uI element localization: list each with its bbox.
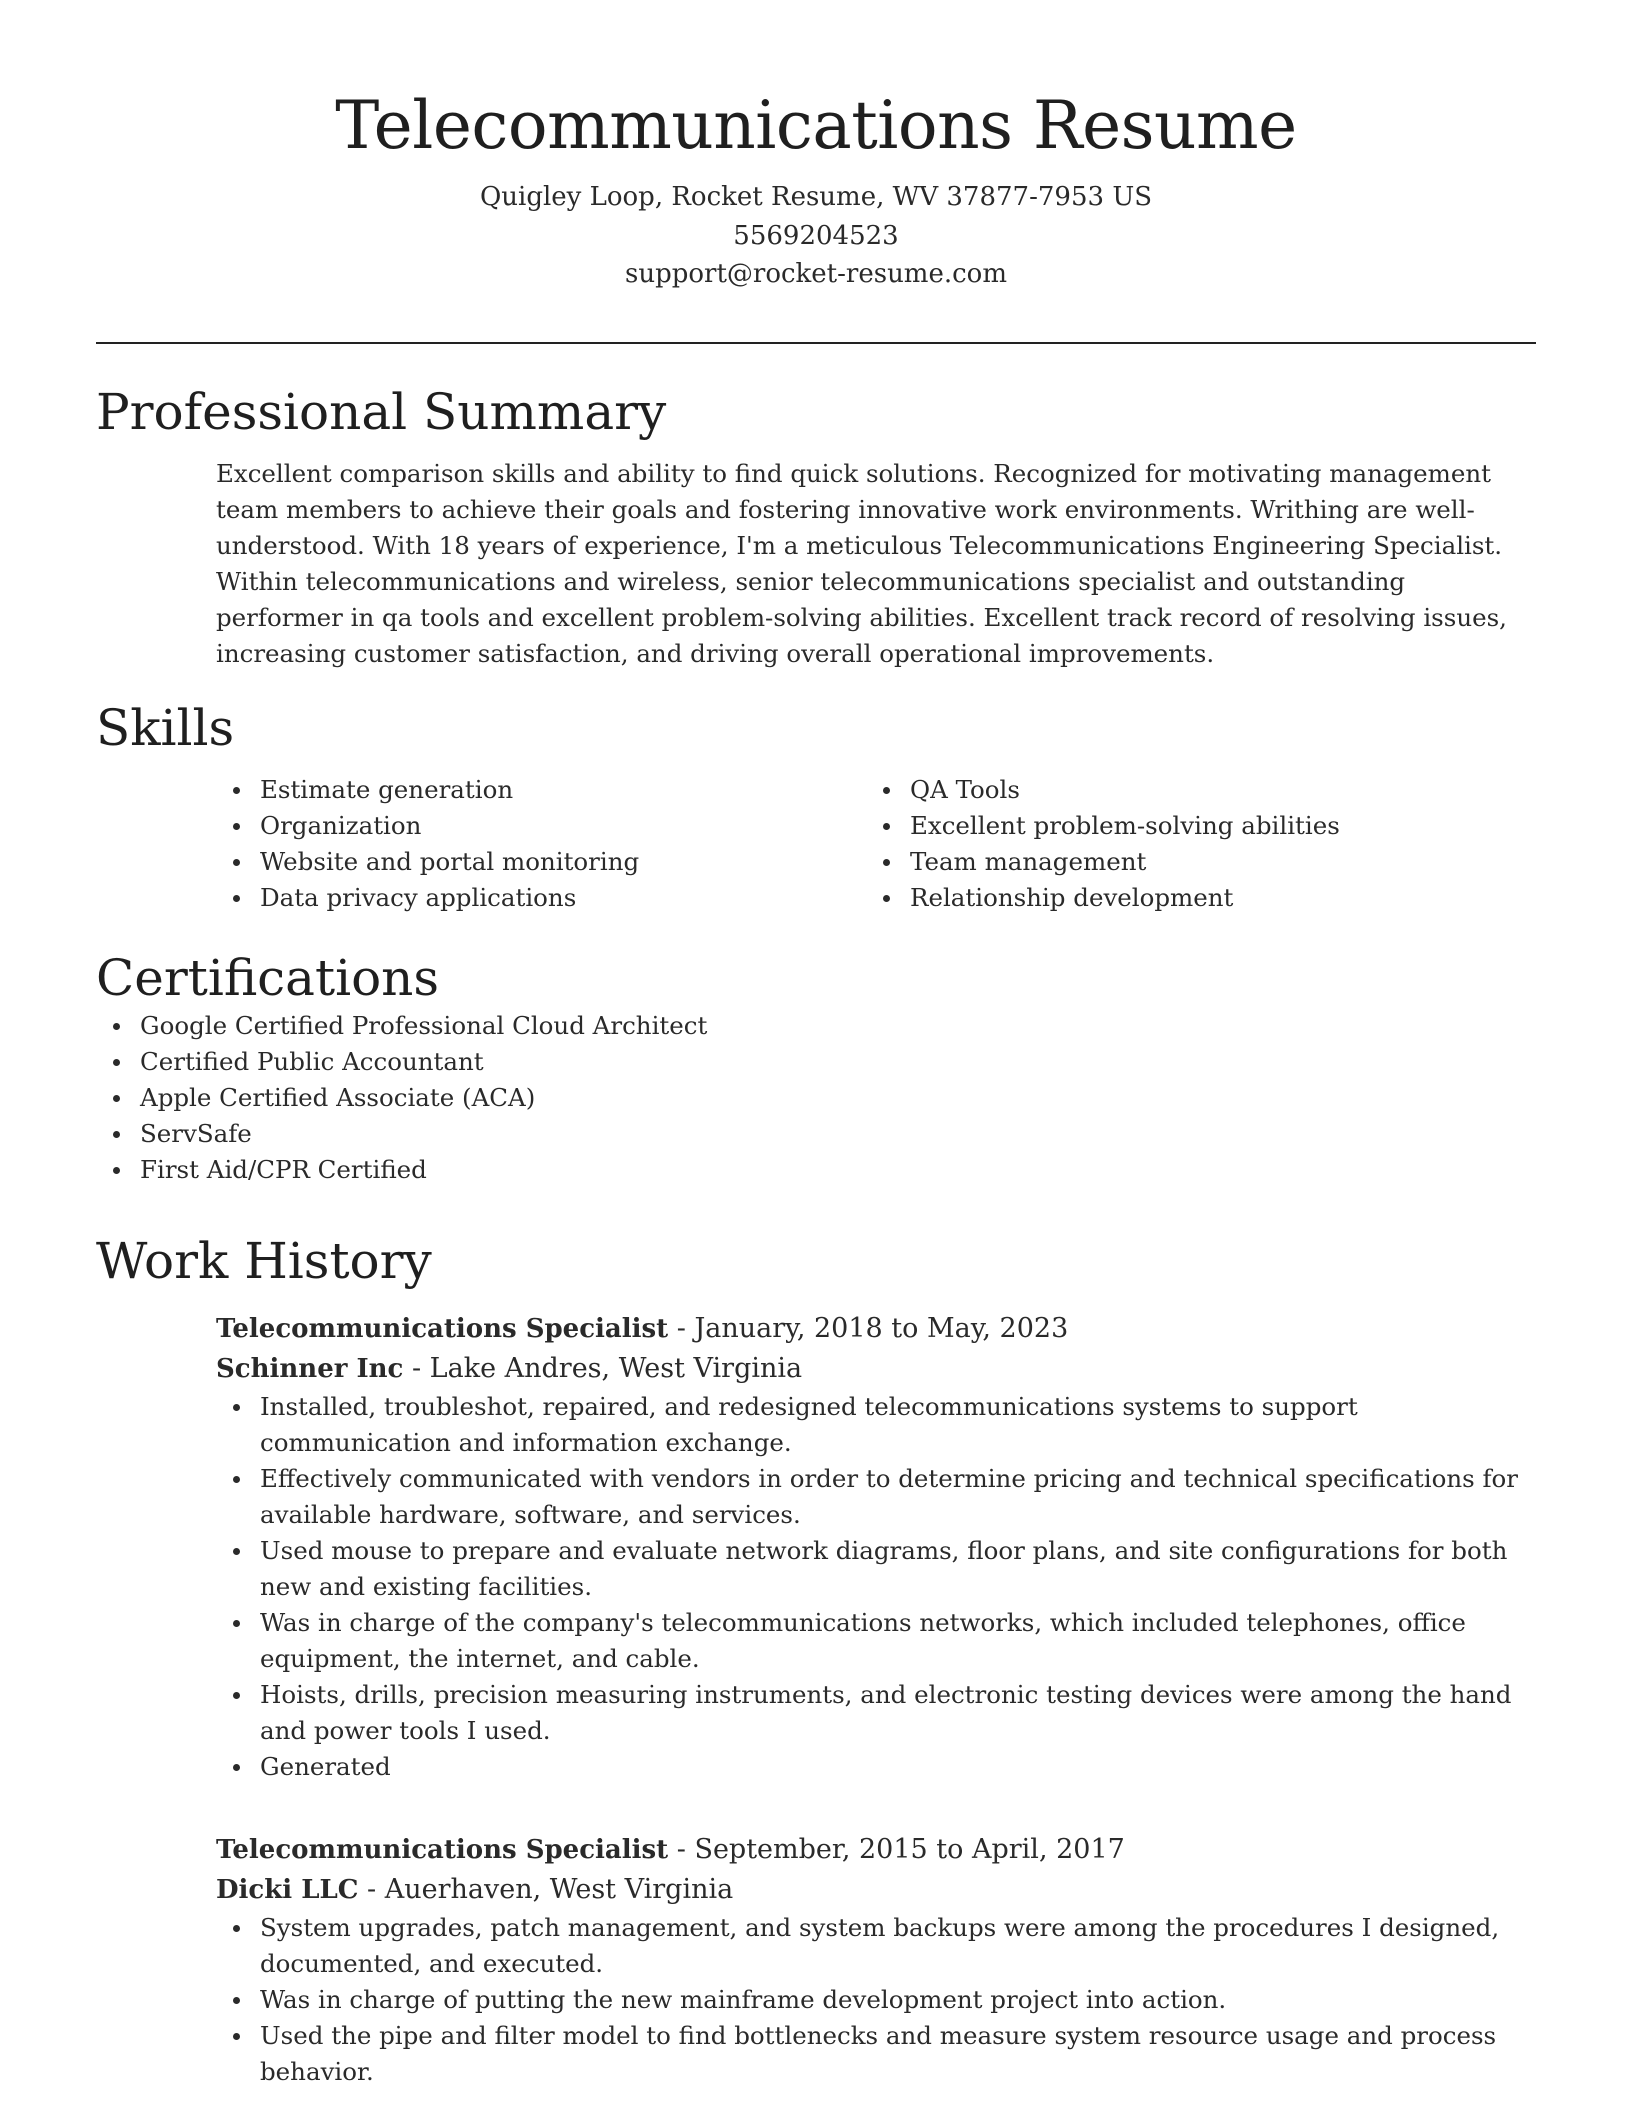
job-title-line [216, 1309, 1536, 1349]
job-company-line [216, 1870, 1536, 1910]
certification-item: Apple Certified Associate (ACA) [96, 1080, 1536, 1116]
resume-title: Telecommunications Resume [335, 87, 1297, 164]
job-location: - Lake Andres, West Virginia [403, 1353, 803, 1384]
skill-item: Team management [866, 844, 1516, 880]
job-duties-list [216, 1910, 1536, 2090]
contact-phone: 5569204523 [733, 220, 899, 251]
skill-item: QA Tools [866, 772, 1516, 808]
job-duties-list [216, 1389, 1536, 1785]
job-role: Telecommunications Specialist [216, 1835, 669, 1865]
certification-item: Certified Public Accountant [96, 1044, 1536, 1080]
summary-heading: Professional Summary [96, 383, 667, 441]
skill-item: Estimate generation [216, 772, 866, 808]
certification-item: First Aid/CPR Certified [96, 1152, 1536, 1188]
job-entry [96, 1830, 1536, 2090]
job-duty-item: Used the pipe and filter model to find bottlenecks and measure system resource usage and process behavior. [216, 2018, 1536, 2090]
job-dates: - September, 2015 to April, 2017 [668, 1834, 1125, 1865]
resume-header [0, 0, 1632, 294]
skills-list-right [866, 772, 1516, 916]
skill-item: Excellent problem-solving abilities [866, 808, 1516, 844]
work-history-heading: Work History [96, 1232, 432, 1290]
work-history-section [96, 1231, 1536, 1291]
job-1 [216, 1309, 1536, 1785]
job-company: Dicki LLC [216, 1875, 359, 1905]
skills-section [96, 698, 1536, 916]
job-2 [216, 1830, 1536, 2090]
skill-item: Relationship development [866, 880, 1516, 916]
certification-item: Google Certified Professional Cloud Architect [96, 1008, 1536, 1044]
header-divider [96, 342, 1536, 344]
summary-section [96, 382, 1536, 672]
skills-columns [216, 772, 1536, 916]
summary-text: Excellent comparison skills and ability to find quick solutions. Recognized for motivating management team members to achieve their goals and fostering innovative work environments. Writhing are well-understood. With 18 years of experience, I'm a meticulous Telecommunications Engineering Specialist. Within telecommunications and wireless, senior telecommunications specialist and outstanding performer in qa tools and excellent problem-solving abilities. Excellent track record of resolving issues, increasing customer satisfaction, and driving overall operational improvements. [216, 459, 1507, 668]
job-entry [96, 1309, 1536, 1785]
job-duty-item: Installed, troubleshot, repaired, and redesigned telecommunications systems to support communication and information exchange. [216, 1389, 1536, 1461]
certifications-list [96, 1008, 1536, 1188]
skill-item: Organization [216, 808, 866, 844]
job-duty-item: Used mouse to prepare and evaluate network diagrams, floor plans, and site configurations for both new and existing facilities. [216, 1533, 1536, 1605]
job-company-line [216, 1349, 1536, 1389]
job-duty-item: System upgrades, patch management, and system backups were among the procedures I designed, documented, and executed. [216, 1910, 1536, 1982]
job-location: - Auerhaven, West Virginia [358, 1874, 734, 1905]
certifications-section [96, 948, 1536, 1188]
contact-email: support@rocket-resume.com [624, 259, 1007, 289]
skills-list-left [216, 772, 866, 916]
skill-item: Website and portal monitoring [216, 844, 866, 880]
job-duty-item: Hoists, drills, precision measuring instruments, and electronic testing devices were among the hand and power tools I used. [216, 1677, 1536, 1749]
job-duty-item: Was in charge of putting the new mainframe development project into action. [216, 1982, 1536, 2018]
certification-item: ServSafe [96, 1116, 1536, 1152]
certifications-heading: Certifications [96, 949, 440, 1007]
job-role: Telecommunications Specialist [216, 1314, 669, 1344]
contact-address: Quigley Loop, Rocket Resume, WV 37877-7953 US [479, 182, 1153, 212]
job-company: Schinner Inc [216, 1354, 404, 1384]
job-duty-item: Was in charge of the company's telecommunications networks, which included telephones, office equipment, the internet, and cable. [216, 1605, 1536, 1677]
job-dates: - January, 2018 to May, 2023 [668, 1313, 1069, 1344]
job-title-line [216, 1830, 1536, 1870]
job-duty-item: Effectively communicated with vendors in order to determine pricing and technical specifications for available hardware, software, and services. [216, 1461, 1536, 1533]
skill-item: Data privacy applications [216, 880, 866, 916]
skills-heading: Skills [96, 699, 235, 757]
job-duty-item: Generated [216, 1749, 1536, 1785]
contact-block [0, 178, 1632, 294]
